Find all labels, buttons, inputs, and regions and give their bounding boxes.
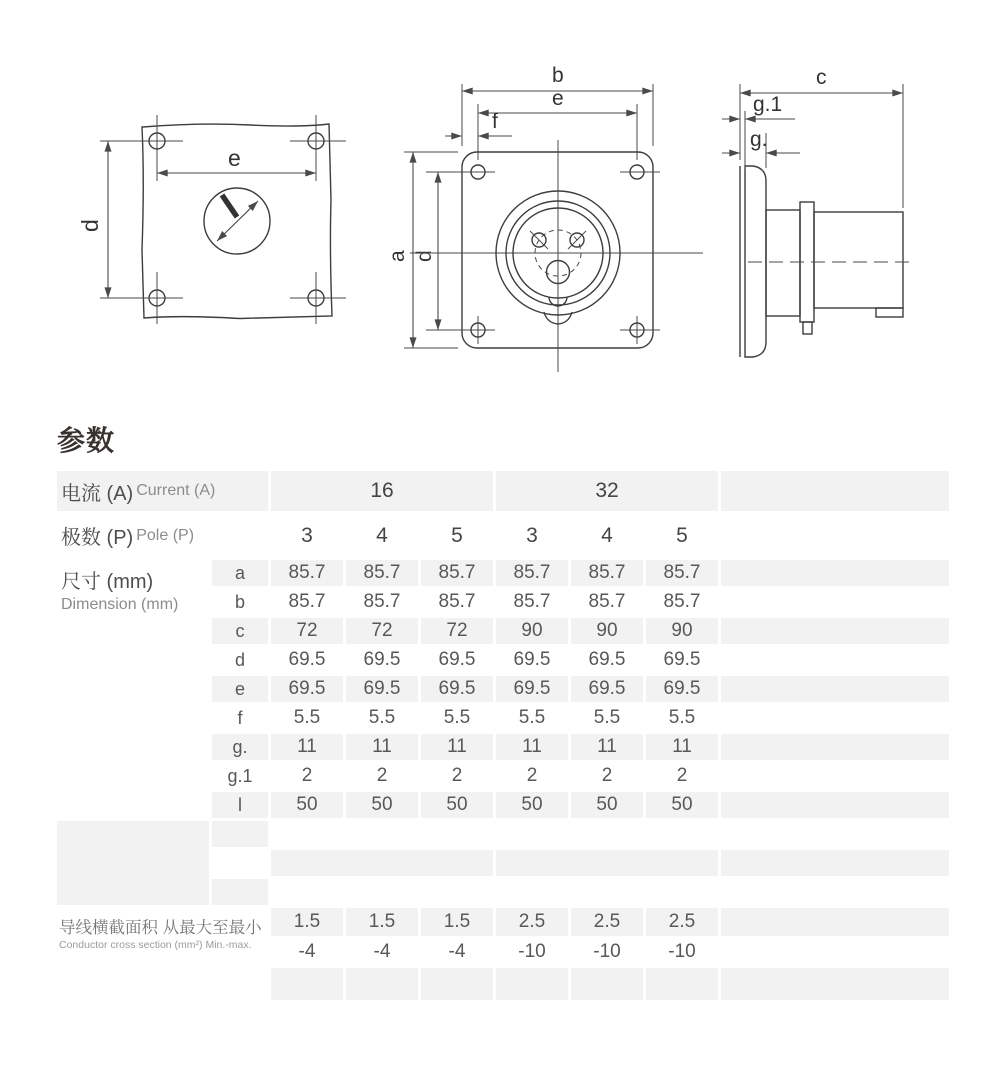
dim-value: 5.5: [293, 707, 321, 728]
conductor-min: -4: [373, 941, 391, 962]
pole-value: 5: [676, 523, 688, 547]
dim-value: 69.5: [271, 676, 343, 702]
empty-cell: [57, 821, 209, 905]
dim-value: 85.7: [438, 591, 476, 612]
dim-value: 85.7: [363, 591, 401, 612]
dim-value: 85.7: [271, 560, 343, 586]
conductor-label: [57, 908, 268, 1000]
dim-label-g: g.: [750, 128, 768, 151]
conductor-min: -4: [448, 941, 466, 962]
parameter-table: [57, 471, 949, 1000]
current-label-en: Current (A): [136, 482, 216, 499]
dim-key: l: [212, 792, 268, 818]
empty-cell: [271, 968, 343, 1000]
dim-value: 2: [676, 765, 688, 786]
dim-value: 85.7: [346, 560, 418, 586]
dim-label-b: b: [552, 64, 564, 87]
empty-cell: [721, 471, 949, 511]
dim-value: 85.7: [663, 591, 701, 612]
empty-cell: [646, 968, 718, 1000]
empty-cell: [721, 676, 949, 702]
dim-value: 72: [346, 618, 418, 644]
dim-value: 69.5: [346, 676, 418, 702]
empty-cell: [721, 618, 949, 644]
front-view-drawing: [386, 64, 703, 372]
dim-label-a: a: [386, 250, 409, 262]
dim-value: 90: [496, 618, 568, 644]
conductor-max: 1.5: [421, 908, 493, 936]
conductor-max: 2.5: [646, 908, 718, 936]
current-label-zh: 电流 (A): [61, 482, 134, 505]
pole-value: 5: [451, 523, 463, 547]
dim-value: 69.5: [496, 676, 568, 702]
conductor-label-zh: 导线横截面积 从最大至最小: [59, 919, 262, 937]
dimension-label: [57, 560, 209, 818]
dim-key: c: [212, 618, 268, 644]
dim-value: 69.5: [438, 649, 476, 670]
dim-value: 69.5: [513, 649, 551, 670]
empty-cell: [571, 968, 643, 1000]
dim-key: a: [212, 560, 268, 586]
dim-label-e-cutout: e: [228, 145, 241, 171]
dim-value: 2: [451, 765, 463, 786]
dim-value: 5.5: [443, 707, 471, 728]
dim-key: g.1: [227, 765, 253, 786]
dim-value: 90: [571, 618, 643, 644]
panel-cutout-drawing: [77, 115, 346, 324]
empty-cell: [212, 879, 268, 905]
current-group-16: 16: [271, 471, 493, 511]
dim-value: 72: [271, 618, 343, 644]
empty-cell: [721, 560, 949, 586]
empty-cell: [346, 968, 418, 1000]
empty-cell: [721, 850, 949, 876]
dim-key: d: [234, 649, 245, 670]
empty-cell: [212, 821, 268, 847]
conductor-max: 1.5: [346, 908, 418, 936]
dim-value: 69.5: [663, 649, 701, 670]
dimension-label-en: Dimension (mm): [61, 596, 179, 613]
conductor-label-en: Conductor cross section (mm²) Min.-max.: [59, 939, 252, 951]
dim-value: 50: [271, 792, 343, 818]
empty-cell: [721, 908, 949, 936]
conductor-min: -10: [518, 941, 546, 962]
side-view-drawing: [722, 66, 916, 357]
pole-value: 4: [376, 523, 388, 547]
dim-value: 85.7: [646, 560, 718, 586]
dim-value: 5.5: [518, 707, 546, 728]
conductor-min: -10: [593, 941, 621, 962]
dim-value: 85.7: [571, 560, 643, 586]
dim-value: 69.5: [571, 676, 643, 702]
dim-value: 69.5: [363, 649, 401, 670]
conductor-min: -4: [298, 941, 316, 962]
dim-label-g1: g.1: [753, 93, 783, 116]
conductor-max: 1.5: [271, 908, 343, 936]
pole-row-label: [57, 514, 268, 557]
empty-cell: [271, 850, 493, 876]
conductor-min: -10: [668, 941, 696, 962]
dim-value: 50: [346, 792, 418, 818]
dim-value: 50: [571, 792, 643, 818]
dim-value: 69.5: [646, 676, 718, 702]
pole-label-zh: 极数 (P): [61, 527, 134, 549]
empty-cell: [496, 968, 568, 1000]
dim-value: 11: [421, 734, 493, 760]
dim-key: e: [212, 676, 268, 702]
dim-key: f: [237, 707, 243, 728]
dim-label-f: f: [492, 110, 498, 133]
conductor-max: 2.5: [496, 908, 568, 936]
pole-value: 3: [526, 523, 538, 547]
dim-value: 85.7: [513, 591, 551, 612]
dim-value: 85.7: [496, 560, 568, 586]
dim-value: 85.7: [588, 591, 626, 612]
current-row-label: [57, 471, 268, 511]
dim-value: 90: [646, 618, 718, 644]
empty-cell: [421, 968, 493, 1000]
empty-cell: [721, 968, 949, 1000]
dimension-label-zh: 尺寸 (mm): [61, 571, 154, 593]
dim-key: b: [234, 591, 245, 612]
dim-value: 72: [421, 618, 493, 644]
page-title: 参数: [57, 425, 116, 456]
pole-label-en: Pole (P): [136, 526, 195, 544]
dim-value: 85.7: [288, 591, 326, 612]
conductor-max: 2.5: [571, 908, 643, 936]
dim-label-e: e: [552, 87, 564, 110]
dim-value: 11: [271, 734, 343, 760]
pole-value: 4: [601, 523, 613, 547]
empty-cell: [721, 792, 949, 818]
dim-value: 2: [601, 765, 613, 786]
current-group-32: 32: [496, 471, 718, 511]
dim-value: 11: [646, 734, 718, 760]
dim-value: 11: [346, 734, 418, 760]
dim-value: 69.5: [421, 676, 493, 702]
dim-label-c: c: [816, 66, 827, 89]
empty-cell: [496, 850, 718, 876]
dim-value: 50: [496, 792, 568, 818]
dim-value: 50: [421, 792, 493, 818]
dim-value: 50: [646, 792, 718, 818]
empty-cell: [721, 734, 949, 760]
dim-value: 85.7: [421, 560, 493, 586]
dim-value: 2: [301, 765, 313, 786]
dim-value: 2: [526, 765, 538, 786]
pole-value: 3: [301, 523, 313, 547]
dim-value: 5.5: [668, 707, 696, 728]
dim-label-d: d: [413, 250, 436, 262]
technical-drawings: [0, 0, 1001, 400]
dim-value: 69.5: [288, 649, 326, 670]
dim-value: 11: [571, 734, 643, 760]
dim-label-d-cutout: d: [77, 219, 103, 232]
dim-value: 5.5: [368, 707, 396, 728]
dim-value: 5.5: [593, 707, 621, 728]
dim-value: 2: [376, 765, 388, 786]
dim-key: g.: [212, 734, 268, 760]
dim-value: 69.5: [588, 649, 626, 670]
dim-value: 11: [496, 734, 568, 760]
